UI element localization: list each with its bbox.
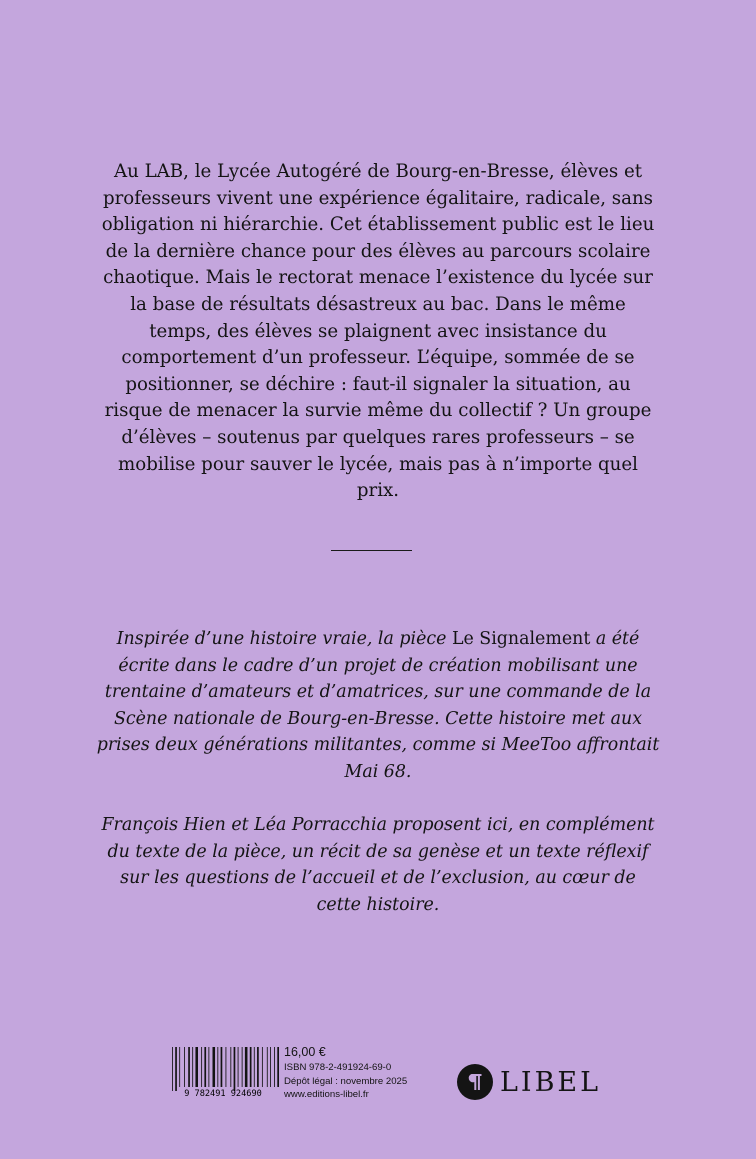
barcode-bar	[254, 1047, 255, 1087]
barcode-bar	[192, 1047, 193, 1087]
barcode-bar	[204, 1047, 206, 1087]
publisher-name: LIBEL	[500, 1066, 602, 1098]
barcode-bar	[245, 1047, 248, 1087]
context-note-before: Inspirée d’une histoire vraie, la pièce	[116, 629, 452, 649]
barcode-bar	[208, 1047, 209, 1087]
isbn: ISBN 978-2-491924-69-0	[284, 1062, 392, 1073]
barcode-bar	[257, 1047, 259, 1087]
barcode-bar	[274, 1047, 275, 1087]
context-note	[96, 626, 660, 786]
barcode-bar	[270, 1047, 271, 1087]
barcode-bar	[221, 1047, 223, 1087]
barcode-bar	[250, 1047, 252, 1087]
barcode-bar	[230, 1047, 231, 1087]
legal-deposit: Dépôt légal : novembre 2025	[284, 1075, 408, 1087]
barcode-bar	[188, 1047, 190, 1087]
barcode-bar	[217, 1047, 218, 1087]
barcode-bar	[172, 1047, 173, 1091]
barcode-bar	[175, 1047, 177, 1091]
barcode-bar	[277, 1047, 279, 1087]
authors-note: François Hien et Léa Porracchia proposent ici, en complément du texte de la pièce, un récit de sa genèse et un texte réflexif sur les questions de l’accueil et de l’exclusion, au cœur de cette histoire.	[101, 815, 655, 915]
barcode	[166, 1047, 280, 1097]
context-note-after: a été écrite dans le cadre d’un projet de création mobilisant une trentaine d’amateurs et d’amatrices, sur une commande de la Scène nationale de Bourg-en-Bresse. Cette histoire met aux prises deux générations militantes, comme si MeeToo affrontait Mai 68.	[96, 629, 660, 782]
play-title: Le Signalement	[451, 629, 591, 649]
back-cover-blurb: Au LAB, le Lycée Autogéré de Bourg-en-Bresse, élèves et professeurs vivent une expérience égalitaire, radicale, sans obligation ni hiérarchie. Cet établissement public est le lieu de la dernière chance pour des élèves au parcours scolaire chaotique. Mais le rectorat menace l’existence du lycée sur la base de résultats désastreux au bac. Dans le même temps, des élèves se plaignent avec insistance du comportement d’un professeur. L’équipe, sommée de se positionner, se déchire : faut-il signaler la situation, au risque de menacer la survie même du collectif ? Un groupe d’élèves – soutenus par quelques rares professeurs – se mobilise pour sauver le lycée, mais pas à n’importe quel prix.	[101, 161, 655, 502]
barcode-bar	[242, 1047, 243, 1087]
price: 16,00 €	[284, 1045, 326, 1059]
barcode-bar	[267, 1047, 268, 1087]
barcode-bar	[234, 1047, 236, 1091]
barcode-bar	[226, 1047, 227, 1087]
barcode-bar	[213, 1047, 216, 1087]
pilcrow-icon	[457, 1064, 493, 1100]
barcode-bar	[195, 1047, 198, 1087]
publication-info	[284, 1047, 444, 1102]
barcode-bar	[201, 1047, 202, 1087]
barcode-digits: 9 782491 924690	[184, 1089, 262, 1097]
website-link: www.editions-libel.fr	[284, 1089, 369, 1100]
barcode-bar	[179, 1047, 180, 1087]
barcode-bar	[262, 1047, 263, 1087]
publisher-logo	[457, 1062, 601, 1102]
barcode-bar	[184, 1047, 185, 1087]
barcode-bar	[238, 1047, 239, 1087]
section-divider	[331, 550, 412, 551]
